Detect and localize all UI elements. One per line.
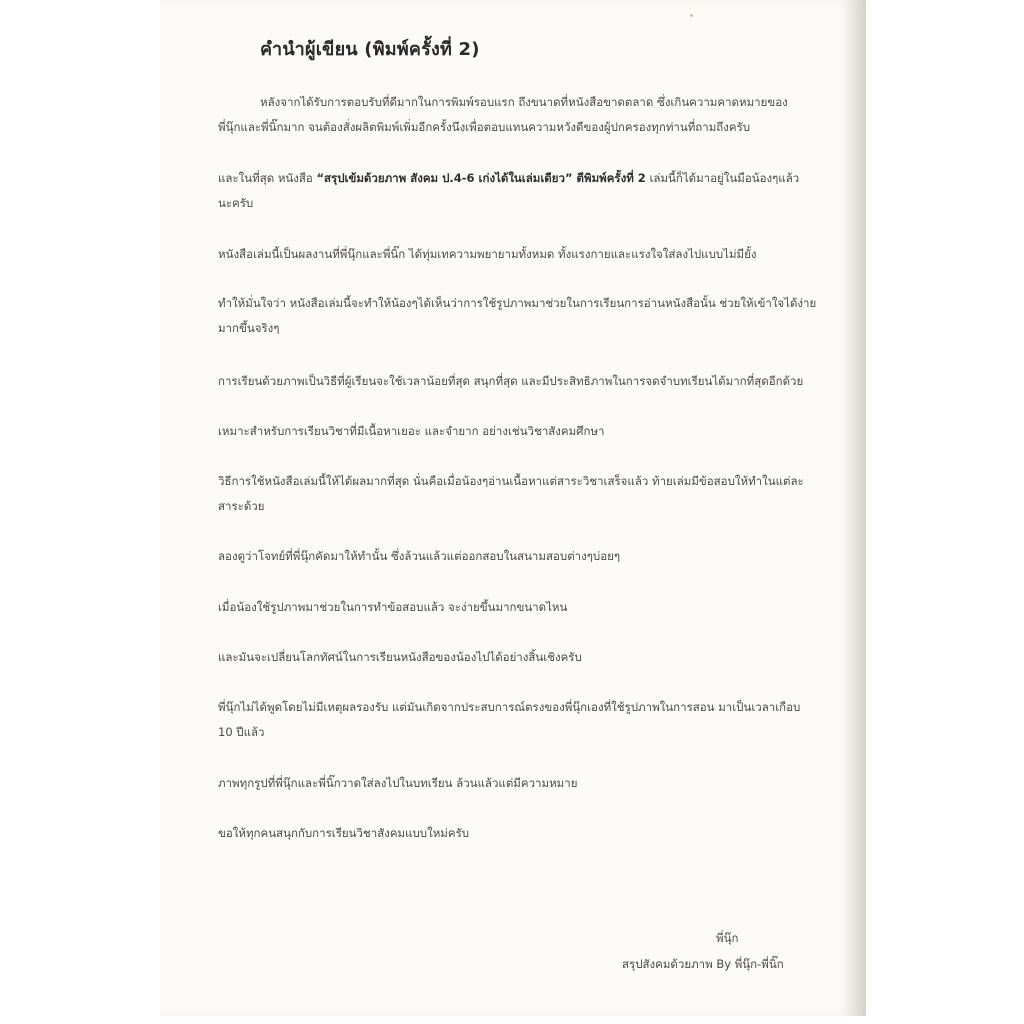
paragraph-2 [218, 166, 842, 216]
paragraph-13 [218, 821, 842, 846]
paragraph-9-line-1: เมื่อน้องใช้รูปภาพมาช่วยในการทำข้อสอบแล้ว จะง่ายขึ้นมากขนาดไหน [218, 600, 568, 614]
paragraph-12 [218, 771, 842, 796]
paragraph-5 [218, 369, 842, 394]
paragraph-4 [218, 291, 842, 341]
paragraph-6-line-1: เหมาะสำหรับการเรียนวิชาที่มีเนื้อหาเยอะ และจำยาก อย่างเช่นวิชาสังคมศึกษา [218, 424, 605, 438]
paragraph-4-line-1: ทำให้มั่นใจว่า หนังสือเล่มนี้จะทำให้น้องๆได้เห็นว่าการใช้รูปภาพมาช่วยในการเรียนการอ่านหนังสือนั้น ช่วยให้เข้าใจได้ง่าย [218, 296, 817, 310]
paper-speck [690, 14, 693, 17]
signature-name: พี่นุ๊ก [716, 931, 739, 945]
signature-org: สรุปสังคมด้วยภาพ By พี่นุ๊ก-พี่นิ๊ก [622, 957, 784, 971]
paragraph-6 [218, 419, 842, 444]
paragraph-3 [218, 242, 842, 267]
paragraph-10 [218, 645, 842, 670]
paragraph-3-line-1: หนังสือเล่มนี้เป็นผลงานที่พี่นุ๊กและพี่นิ๊ก ได้ทุ่มเทความพยายามทั้งหมด ทั้งแรงกายและแรงใจใส่ลงไปแบบไม่มียั้ง [218, 247, 757, 261]
paragraph-11 [218, 695, 842, 745]
paragraph-4-line-2: มากขึ้นจริงๆ [218, 321, 280, 335]
paragraph-13-line-1: ขอให้ทุกคนสนุกกับการเรียนวิชาสังคมแบบใหม่ครับ [218, 826, 470, 840]
paragraph-7 [218, 469, 842, 519]
paragraph-2-intro: และในที่สุด หนังสือ [218, 171, 317, 185]
edition-label: ตีพิมพ์ครั้งที่ 2 [572, 171, 646, 185]
paragraph-10-line-1: และมันจะเปลี่ยนโลกทัศน์ในการเรียนหนังสือของน้องไปได้อย่างสิ้นเชิงครับ [218, 650, 582, 664]
paragraph-5-line-1: การเรียนด้วยภาพเป็นวิธีที่ผู้เรียนจะใช้เวลาน้อยที่สุด สนุกที่สุด และมีประสิทธิภาพในการจดจำบทเรียนได้มากที่สุดอีกด้วย [218, 374, 804, 388]
paragraph-2-tail: เล่มนี้ก็ได้มาอยู่ในมือน้องๆแล้ว [645, 171, 800, 185]
paragraph-9 [218, 595, 842, 620]
paragraph-8 [218, 544, 842, 569]
book-title: “สรุปเข้มด้วยภาพ สังคม ป.4-6 เก่งได้ในเล่มเดียว” [316, 171, 573, 185]
page-title: คำนำผู้เขียน (พิมพ์ครั้งที่ 2) [260, 39, 480, 60]
page-gutter-shadow [842, 0, 866, 1016]
paragraph-1-line-1: หลังจากได้รับการตอบรับที่ดีมากในการพิมพ์รอบแรก ถึงขนาดที่หนังสือขาดตลาด ซึ่งเกินความคาดหมายของ [260, 95, 788, 109]
paragraph-12-line-1: ภาพทุกรูปที่พี่นุ๊กและพี่นิ๊กวาดใส่ลงไปในบทเรียน ล้วนแล้วแต่มีความหมาย [218, 776, 578, 790]
paragraph-1-line-2: พี่นุ๊กและพี่นิ๊กมาก จนต้องสั่งผลิตพิมพ์เพิ่มอีกครั้งนึงเพื่อตอบแทนความหวังดีของผู้ปกครองทุกท่านที่ถามถึงครับ [218, 120, 751, 134]
paragraph-7-line-2: สาระด้วย [218, 499, 265, 513]
paragraph-1 [218, 90, 842, 140]
paragraph-8-line-1: ลองดูว่าโจทย์ที่พี่นุ๊กคัดมาให้ทำนั้น ซึ่งล้วนแล้วแต่ออกสอบในสนามสอบต่างๆบ่อยๆ [218, 549, 621, 563]
paragraph-11-line-2: 10 ปีแล้ว [218, 725, 265, 739]
paragraph-2-line-1 [218, 166, 842, 191]
paragraph-2-line-2: นะครับ [218, 196, 254, 210]
paragraph-7-line-1: วิธีการใช้หนังสือเล่มนี้ให้ได้ผลมากที่สุด นั่นคือเมื่อน้องๆอ่านเนื้อหาแต่สาระวิชาเสร็จแล้ว ท้ายเล่มมีข้อสอบให้ทำในแต่ละ [218, 474, 804, 488]
paragraph-11-line-1: พี่นุ๊กไม่ได้พูดโดยไม่มีเหตุผลรองรับ แต่มันเกิดจากประสบการณ์ตรงของพี่นุ๊กเองที่ใช้รูปภาพในการสอน มาเป็นเวลาเกือบ [218, 700, 801, 714]
